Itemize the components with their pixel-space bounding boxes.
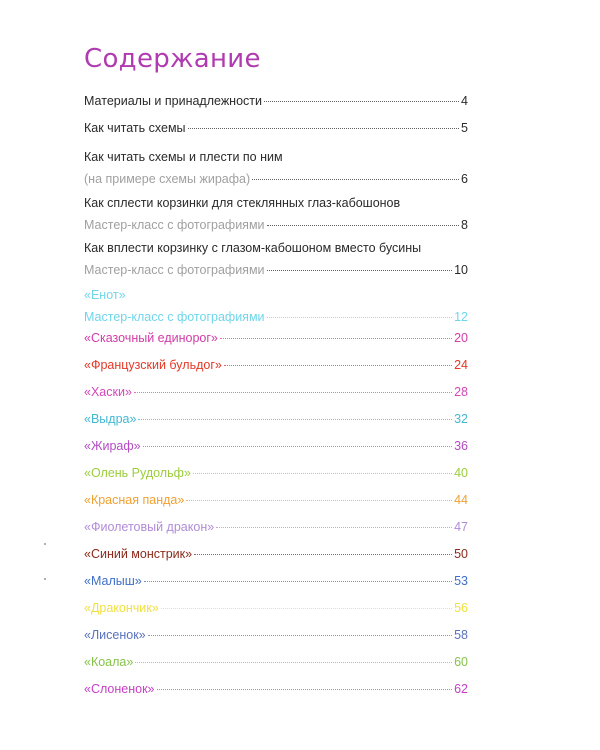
toc-page-number: 12 [454, 310, 468, 324]
toc-entry-title: «Слоненок» [84, 682, 155, 696]
toc-entry-panda[interactable] [84, 492, 468, 508]
toc-entry-baskets[interactable] [84, 195, 468, 233]
toc-entry-enot[interactable] [84, 287, 468, 325]
toc-page-number: 32 [454, 412, 468, 426]
toc-entry-subtitle: Мастер-класс с фотографиями [84, 218, 265, 232]
toc-entry-title: «Красная панда» [84, 493, 185, 507]
toc-entry-materials[interactable] [84, 93, 468, 109]
toc-page-number: 44 [454, 493, 468, 507]
toc-entry-fioletovyi-drakon[interactable] [84, 519, 468, 535]
toc-page-number: 58 [454, 628, 468, 642]
toc-entry-slonenok[interactable] [84, 681, 468, 697]
leader-dots [144, 581, 452, 582]
toc-page-number: 5 [461, 121, 468, 135]
toc-entry-title: Как сплести корзинки для стеклянных глаз-кабошонов [84, 196, 401, 210]
leader-dots [157, 689, 453, 690]
toc-entry-haski[interactable] [84, 384, 468, 400]
toc-entry-drakonchik[interactable] [84, 600, 468, 616]
toc-page-number: 6 [461, 172, 468, 186]
toc-page-number: 56 [454, 601, 468, 615]
toc-entry-title: «Синий монстрик» [84, 547, 193, 561]
toc-page-number: 28 [454, 385, 468, 399]
toc-page-number: 60 [454, 655, 468, 669]
toc-page-number: 4 [461, 94, 468, 108]
toc-page-number: 20 [454, 331, 468, 345]
leader-dots [135, 662, 452, 663]
toc-page-number: 62 [454, 682, 468, 696]
leader-dots [194, 554, 452, 555]
leader-dots [188, 128, 460, 129]
toc-entry-title: «Жираф» [84, 439, 141, 453]
toc-entry-zhiraf[interactable] [84, 438, 468, 454]
toc-page-number: 47 [454, 520, 468, 534]
toc-entry-title: «Хаски» [84, 385, 132, 399]
toc-page-number: 50 [454, 547, 468, 561]
toc-entry-title: «Малыш» [84, 574, 142, 588]
leader-dots [134, 392, 452, 393]
toc-entry-lisenok[interactable] [84, 627, 468, 643]
leader-dots [193, 473, 452, 474]
toc-entry-title: «Лисенок» [84, 628, 146, 642]
leader-dots [216, 527, 452, 528]
toc-entry-buldog[interactable] [84, 357, 468, 373]
toc-entry-title: «Олень Рудольф» [84, 466, 191, 480]
leader-dots [267, 270, 453, 271]
toc-entry-malysh[interactable] [84, 573, 468, 589]
page-title: Содержание [84, 44, 261, 74]
toc-page-number: 24 [454, 358, 468, 372]
toc-page-number: 53 [454, 574, 468, 588]
scan-speck [44, 578, 46, 580]
toc-entry-title: «Енот» [84, 288, 126, 302]
toc-entry-read-and-weave[interactable] [84, 149, 468, 187]
toc-entry-title: Как вплести корзинку с глазом-кабошоном вместо бусины [84, 241, 422, 255]
leader-dots [148, 635, 452, 636]
toc-entry-vydra[interactable] [84, 411, 468, 427]
leader-dots [186, 500, 452, 501]
toc-entry-title: «Фиолетовый дракон» [84, 520, 215, 534]
toc-entry-title: Как читать схемы и плести по ним [84, 150, 283, 164]
leader-dots [252, 179, 459, 180]
leader-dots [267, 225, 460, 226]
scan-speck [44, 543, 46, 545]
toc-page-number: 8 [461, 218, 468, 232]
toc-entry-title: «Дракончик» [84, 601, 159, 615]
toc-entry-edinorog[interactable] [84, 330, 468, 346]
toc-entry-title: Материалы и принадлежности [84, 94, 262, 108]
toc-entry-koala[interactable] [84, 654, 468, 670]
leader-dots [138, 419, 452, 420]
toc-entry-basket-cabochon[interactable] [84, 240, 468, 278]
toc-page-number: 36 [454, 439, 468, 453]
toc-page-number: 40 [454, 466, 468, 480]
toc-entry-title: Как читать схемы [84, 121, 186, 135]
toc-entry-olen[interactable] [84, 465, 468, 481]
toc-entry-title: «Выдра» [84, 412, 137, 426]
leader-dots [161, 608, 452, 609]
leader-dots [224, 365, 452, 366]
toc-entry-title: «Коала» [84, 655, 134, 669]
toc-entry-title: «Французский бульдог» [84, 358, 222, 372]
toc-page-number: 10 [454, 263, 468, 277]
toc-entry-subtitle: Мастер-класс с фотографиями [84, 263, 265, 277]
toc-entry-monstrik[interactable] [84, 546, 468, 562]
toc-entry-subtitle: (на примере схемы жирафа) [84, 172, 251, 186]
toc-entry-read-schemes[interactable] [84, 120, 468, 136]
toc-entry-title: «Сказочный единорог» [84, 331, 218, 345]
leader-dots [264, 101, 459, 102]
leader-dots [220, 338, 452, 339]
leader-dots [267, 317, 453, 318]
leader-dots [143, 446, 452, 447]
toc-entry-subtitle: Мастер-класс с фотографиями [84, 310, 265, 324]
